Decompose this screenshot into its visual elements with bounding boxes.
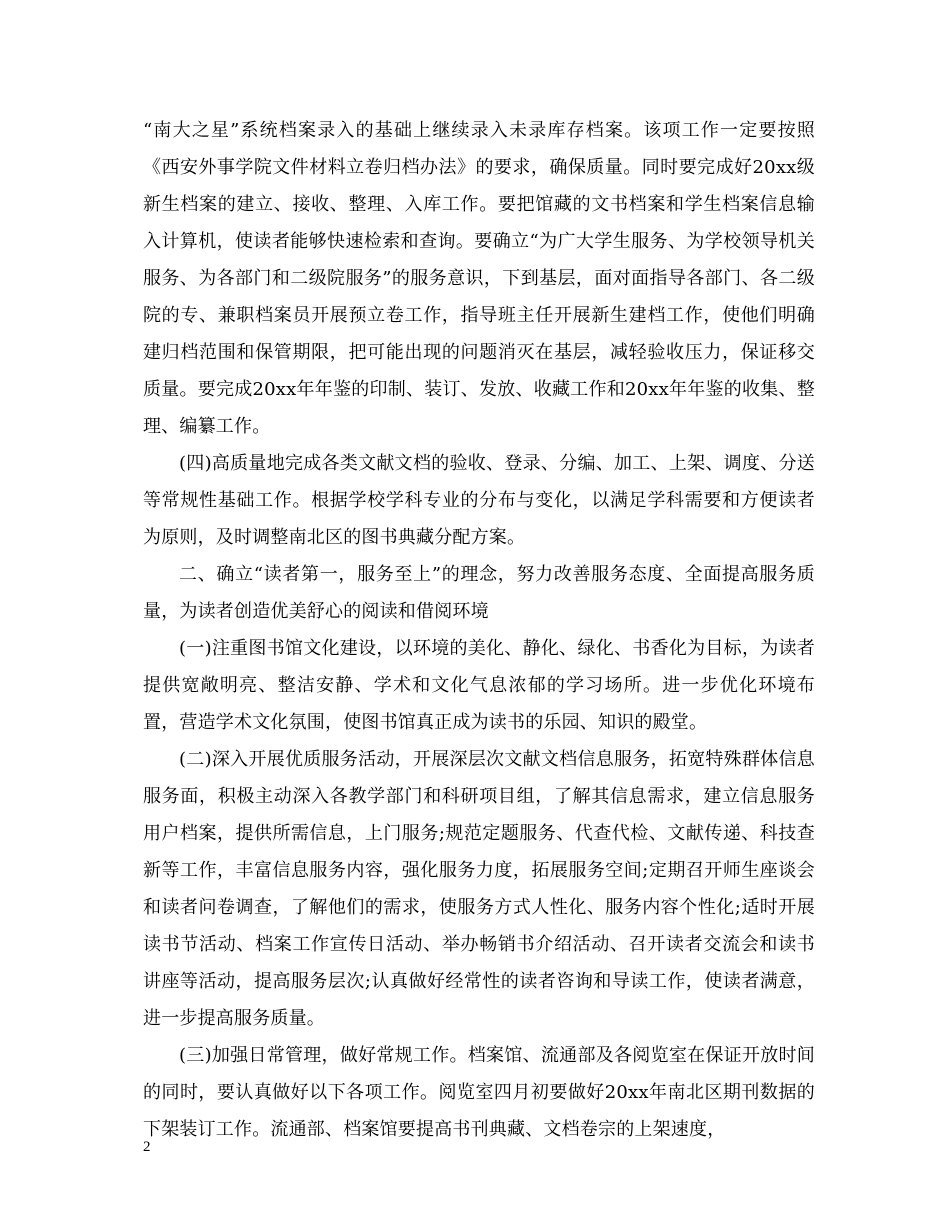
paragraph-item-one: (一)注重图书馆文化建设，以环境的美化、静化、绿化、书香化为目标，为读者提供宽敞明亮、整洁安静、学术和文化气息浓郁的学习场所。进一步优化环境布置，营造学术文化氛围，使图书馆真正成为读书的乐园、知识的殿堂。 bbox=[143, 638, 815, 733]
paragraph-item-four: (四)高质量地完成各类文献文档的验收、登录、分编、加工、上架、调度、分送等常规性基础工作。根据学校学科专业的分布与变化，以满足学科需要和方便读者为原则，及时调整南北区的图书典藏分配方案。 bbox=[143, 453, 815, 548]
section-heading-two: 二、确立“读者第一，服务至上”的理念，努力改善服务态度、全面提高服务质量，为读者创造优美舒心的阅读和借阅环境 bbox=[143, 564, 815, 622]
document-body bbox=[143, 112, 815, 1148]
paragraph-item-two: (二)深入开展优质服务活动，开展深层次文献文档信息服务，拓宽特殊群体信息服务面，积极主动深入各教学部门和科研项目组，了解其信息需求，建立信息服务用户档案，提供所需信息，上门服务;规范定题服务、代查代检、文献传递、科技查新等工作，丰富信息服务内容，强化服务力度，拓展服务空间;定期召开师生座谈会和读者问卷调查，了解他们的需求，使服务方式人性化、服务内容个性化;适时开展读书节活动、档案工作宣传日活动、举办畅销书介绍活动、召开读者交流会和读书讲座等活动，提高服务层次;认真做好经常性的读者咨询和导读工作，使读者满意，进一步提高服务质量。 bbox=[143, 749, 815, 1029]
page-number: 2 bbox=[143, 1139, 151, 1155]
paragraph-item-three: (三)加强日常管理，做好常规工作。档案馆、流通部及各阅览室在保证开放时间的同时，要认真做好以下各项工作。阅览室四月初要做好20xx年南北区期刊数据的下架装订工作。流通部、档案馆要提高书刊典藏、文档卷宗的上架速度， bbox=[143, 1045, 815, 1140]
paragraph-archive-entry: “南大之星”系统档案录入的基础上继续录入未录库存档案。该项工作一定要按照《西安外事学院文件材料立卷归档办法》的要求，确保质量。同时要完成好20xx级新生档案的建立、接收、整理、入库工作。要把馆藏的文书档案和学生档案信息输入计算机，使读者能够快速检索和查询。要确立“为广大学生服务、为学校领导机关服务、为各部门和二级院服务”的服务意识，下到基层，面对面指导各部门、各二级院的专、兼职档案员开展预立卷工作，指导班主任开展新生建档工作，使他们明确建归档范围和保管期限，把可能出现的问题消灭在基层，减轻验收压力，保证移交质量。要完成20xx年年鉴的印制、装订、发放、收藏工作和20xx年年鉴的收集、整理、编纂工作。 bbox=[143, 120, 815, 437]
